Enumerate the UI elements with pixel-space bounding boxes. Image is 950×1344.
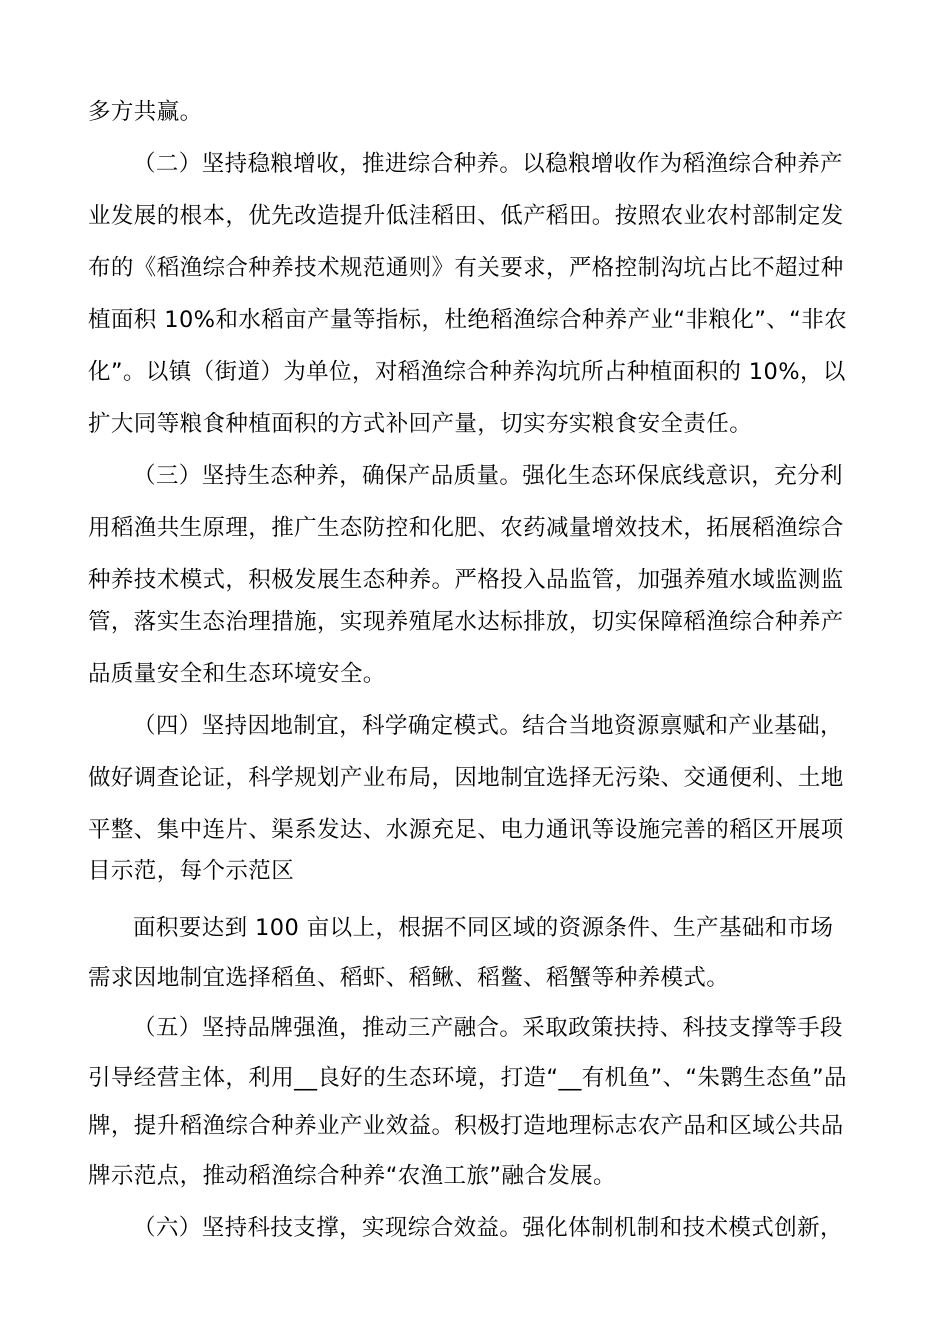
text-line: 业发展的根本，优先改造提升低洼稻田、低产稻田。按照农业农村部制定发: [88, 203, 844, 229]
text-line: 管，落实生态治理措施，实现养殖尾水达标排放，切实保障稻渔综合种养产: [88, 609, 844, 635]
text-line: 化”。以镇（街道）为单位，对稻渔综合种养沟坑所占种植面积的 10%，以: [88, 359, 846, 385]
text-line: 用稻渔共生原理，推广生态防控和化肥、农药减量增效技术，拓展稻渔综合: [88, 515, 844, 541]
text-line: （三）坚持生态种养，确保产品质量。强化生态环保底线意识，充分利: [133, 463, 843, 489]
text-line: 布的《稻渔综合种养技术规范通则》有关要求，严格控制沟坑占比不超过种: [88, 255, 844, 281]
text-line: 牌示范点，推动稻渔综合种养“农渔工旅”融合发展。: [88, 1163, 616, 1189]
text-line: 做好调查论证，科学规划产业布局，因地制宜选择无污染、交通便利、土地: [88, 765, 844, 791]
text-line: 需求因地制宜选择稻鱼、稻虾、稻鳅、稻鳖、稻蟹等种养模式。: [88, 965, 730, 991]
text-line: 面积要达到 100 亩以上，根据不同区域的资源条件、生产基础和市场: [133, 915, 834, 941]
text-line: 品质量安全和生态环境安全。: [88, 661, 386, 687]
text-line: 种养技术模式，积极发展生态种养。严格投入品监管，加强养殖水域监测监: [88, 567, 844, 593]
text-line: （四）坚持因地制宜，科学确定模式。结合当地资源禀赋和产业基础，: [133, 713, 843, 739]
text-line: （五）坚持品牌强渔，推动三产融合。采取政策扶持、科技支撑等手段: [133, 1015, 843, 1041]
text-line: 牌，提升稻渔综合种养业产业效益。积极打造地理标志农产品和区域公共品: [88, 1113, 844, 1139]
text-line: 多方共赢。: [88, 99, 203, 125]
text-line: 扩大同等粮食种植面积的方式补回产量，切实夯实粮食安全责任。: [88, 411, 753, 437]
text-line: 目示范，每个示范区: [88, 858, 295, 884]
text-line: （六）坚持科技支撑，实现综合效益。强化体制机制和技术模式创新，: [133, 1215, 843, 1241]
text-line: 植面积 10%和水稻亩产量等指标，杜绝稻渔综合种养产业“非粮化”、“非农: [88, 307, 848, 333]
text-line: 引导经营主体，利用__良好的生态环境，打造“__有机鱼”、“朱鹮生态鱼”品: [88, 1065, 847, 1091]
text-line: 平整、集中连片、渠系发达、水源充足、电力通讯等设施完善的稻区开展项: [88, 817, 844, 843]
text-line: （二）坚持稳粮增收，推进综合种养。以稳粮增收作为稻渔综合种养产: [133, 151, 843, 177]
